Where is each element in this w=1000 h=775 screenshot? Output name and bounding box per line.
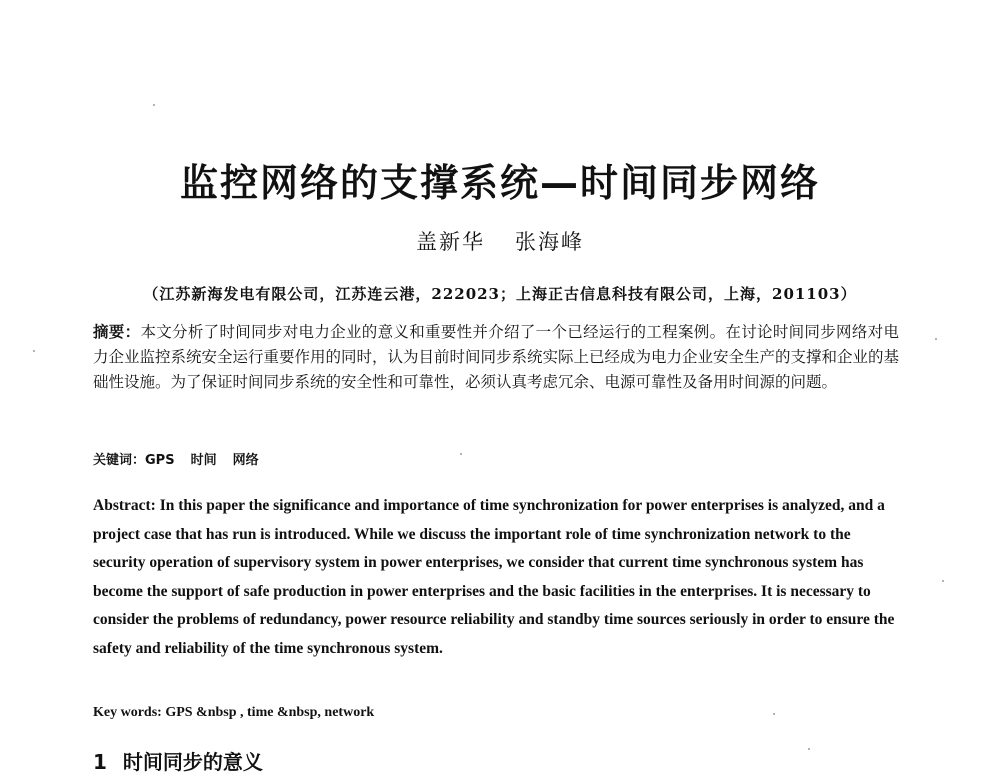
keyword-term: 网络 <box>232 453 259 468</box>
scan-speck <box>460 453 462 455</box>
author-list <box>0 226 1000 256</box>
section-number: 1 <box>93 750 107 774</box>
scan-speck <box>33 350 35 352</box>
keywords-cn-label: 关键词： <box>93 453 146 468</box>
keyword-term: 时间 <box>190 453 217 468</box>
keywords-cn <box>93 449 275 468</box>
keyword-term: GPS <box>145 453 175 468</box>
section-heading <box>93 746 263 775</box>
paper-title: 监控网络的支撑系统—时间同步网络 <box>179 161 820 205</box>
abstract-cn <box>93 320 899 395</box>
author-name: 张海峰 <box>515 230 584 254</box>
section-title: 时间同步的意义 <box>122 750 263 774</box>
scan-speck <box>773 713 775 715</box>
abstract-en: Abstract: In this paper the significance and importance of time synchronization for power enterprises is analyzed, and a project case that has run is introduced. While we discuss the important role of time synchronization network to the security operation of supervisory system in power enterprises, we consider that current time synchronous system has become the support of safe production in power enterprises and the basic facilities in the enterprises. It is necessary to consider the problems of redundancy, power resource reliability and standby time sources seriously in order to ensure the safety and reliability of the time synchronous system. <box>93 497 895 657</box>
scan-speck <box>808 748 810 750</box>
scan-speck <box>942 580 944 582</box>
keywords-en: Key words: GPS &nbsp , time &nbsp, network <box>93 705 375 720</box>
abstract-cn-label: 摘要： <box>93 323 141 341</box>
affiliation-line: （江苏新海发电有限公司，江苏连云港，222023；上海正古信息科技有限公司，上海，201103） <box>143 285 857 303</box>
scan-speck <box>153 104 155 106</box>
abstract-cn-text: 本文分析了时间同步对电力企业的意义和重要性并介绍了一个已经运行的工程案例。在讨论时间同步网络对电力企业监控系统安全运行重要作用的同时，认为目前时间同步系统实际上已经成为电力企业安全生产的支撑和企业的基础性设施。为了保证时间同步系统的安全性和可靠性，必须认真考虑冗余、电源可靠性及备用时间源的问题。 <box>93 323 900 391</box>
author-name: 盖新华 <box>416 230 485 254</box>
scan-speck <box>935 338 937 340</box>
